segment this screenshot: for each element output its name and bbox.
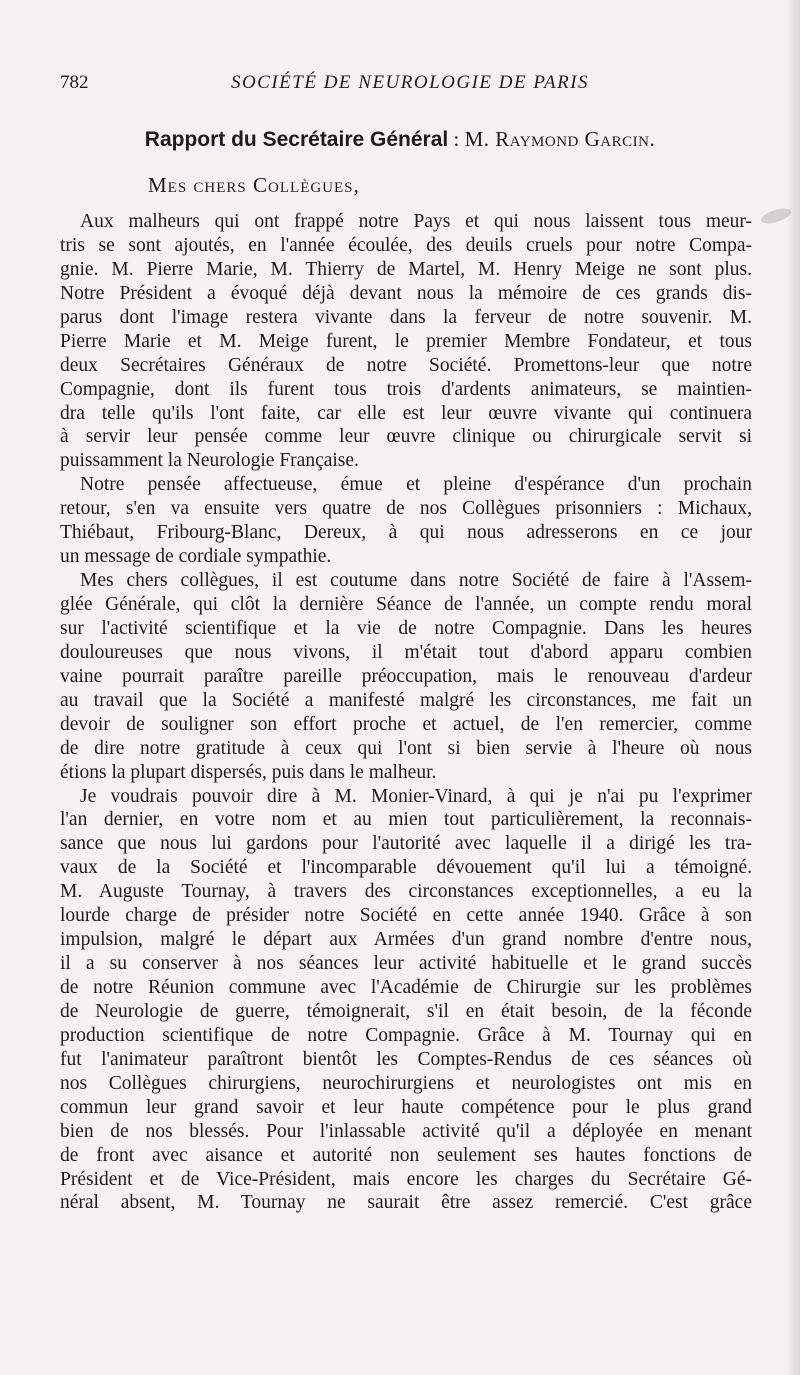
page-edge-shadow: [786, 0, 800, 1375]
text-line: vaine pourrait paraître pareille préoccupation, mais le renouveau d'ardeur: [60, 665, 752, 687]
text-line: puissamment la Neurologie Française.: [60, 450, 359, 472]
title-separator: :: [453, 127, 460, 151]
text-line: Président et de Vice-Président, mais encore les charges du Secrétaire Gé-: [60, 1168, 752, 1190]
text-line: nos Collègues chirurgiens, neurochirurgiens et neurologistes ont mis en: [60, 1072, 752, 1094]
text-line: étions la plupart dispersés, puis dans le malheur.: [60, 761, 437, 783]
text-line: Notre Président a évoqué déjà devant nous la mémoire de ces grands dis-: [60, 282, 752, 304]
text-line: parus dont l'image restera vivante dans la ferveur de notre souvenir. M.: [60, 306, 752, 328]
journal-title: SOCIÉTÉ DE NEUROLOGIE DE PARIS: [230, 72, 590, 93]
text-line: au travail que la Société a manifesté malgré les circonstances, me fait un: [60, 689, 752, 711]
text-line: sur l'activité scientifique et la vie de notre Compagnie. Dans les heures: [60, 617, 752, 639]
text-line: commun leur grand savoir et leur haute compétence pour le plus grand: [60, 1096, 752, 1118]
text-line: Notre pensée affectueuse, émue et pleine d'espérance d'un prochain: [80, 474, 752, 496]
text-line: M. Auguste Tournay, à travers des circonstances exceptionnelles, a eu la: [60, 881, 752, 903]
text-line: lourde charge de présider notre Société en cette année 1940. Grâce à son: [60, 905, 752, 927]
text-line: à servir leur pensée comme leur œuvre clinique ou chirurgicale servit si: [60, 426, 752, 448]
text-line: retour, s'en va ensuite vers quatre de nos Collègues prisonniers : Michaux,: [60, 498, 752, 520]
text-line: Mes chers collègues, il est coutume dans notre Société de faire à l'Assem-: [80, 570, 752, 592]
text-line: production scientifique de notre Compagnie. Grâce à M. Tournay qui en: [60, 1024, 752, 1046]
text-line: bien de nos blessés. Pour l'inlassable activité qu'il a déployée en menant: [60, 1120, 752, 1142]
report-title: [0, 127, 800, 152]
text-line: sance que nous lui gardons pour l'autorité avec laquelle il a dirigé les tra-: [60, 833, 752, 855]
body-text: [60, 210, 752, 1215]
text-line: deux Secrétaires Généraux de notre Société. Promettons-leur que notre: [60, 354, 752, 376]
text-line: il a su conserver à nos séances leur activité habituelle et le grand succès: [60, 953, 752, 975]
text-line: vaux de la Société et l'incomparable dévouement qu'il lui a témoigné.: [60, 857, 752, 879]
running-head: [60, 72, 760, 102]
report-author: M. Raymond Garcin.: [464, 127, 656, 151]
text-line: tris se sont ajoutés, en l'année écoulée, des deuils cruels pour notre Compa-: [60, 234, 752, 256]
text-line: Compagnie, dont ils furent tous trois d'ardents animateurs, se maintien-: [60, 378, 752, 400]
text-line: Pierre Marie et M. Meige furent, le premier Membre Fondateur, et tous: [60, 330, 752, 352]
text-line: glée Générale, qui clôt la dernière Séance de l'année, un compte rendu moral: [60, 594, 752, 615]
text-line: un message de cordiale sympathie.: [60, 546, 332, 568]
salutation: Mes chers Collègues,: [148, 173, 360, 197]
report-heading: Rapport du Secrétaire Général: [144, 128, 449, 151]
text-line: de dire notre gratitude à ceux qui l'ont si bien servie à l'heure où nous: [60, 737, 752, 759]
text-line: fut l'animateur paraîtront bientôt les Comptes-Rendus de ces séances où: [60, 1048, 752, 1070]
text-line: l'an dernier, en votre nom et au mien tout particulièrement, la reconnais-: [60, 809, 752, 831]
page-number: 782: [60, 72, 89, 93]
text-line: Aux malheurs qui ont frappé notre Pays et qui nous laissent tous meur-: [80, 211, 752, 232]
text-line: douloureuses que nous vivons, il m'était tout d'abord apparu combien: [60, 641, 752, 663]
text-line: gnie. M. Pierre Marie, M. Thierry de Martel, M. Henry Meige ne sont plus.: [60, 258, 752, 280]
text-line: de Neurologie de guerre, témoignerait, s'il en était besoin, de la féconde: [60, 1000, 752, 1022]
text-line: devoir de souligner son effort proche et actuel, de l'en remercier, comme: [60, 713, 752, 735]
text-line: dra telle qu'ils l'ont faite, car elle est leur œuvre vivante qui continuera: [60, 402, 752, 424]
text-line: Je voudrais pouvoir dire à M. Monier-Vinard, à qui je n'ai pu l'exprimer: [80, 785, 752, 807]
text-line: impulsion, malgré le départ aux Armées d'un grand nombre d'entre nous,: [60, 929, 752, 951]
text-line: de front avec aisance et autorité non seulement ses hautes fonctions de: [60, 1144, 752, 1166]
text-line: Thiébaut, Fribourg-Blanc, Dereux, à qui nous adresserons en ce jour: [60, 522, 752, 544]
text-line: néral absent, M. Tournay ne saurait être assez remercié. C'est grâce: [60, 1192, 752, 1214]
text-line: de notre Réunion commune avec l'Académie de Chirurgie sur les problèmes: [60, 977, 752, 998]
